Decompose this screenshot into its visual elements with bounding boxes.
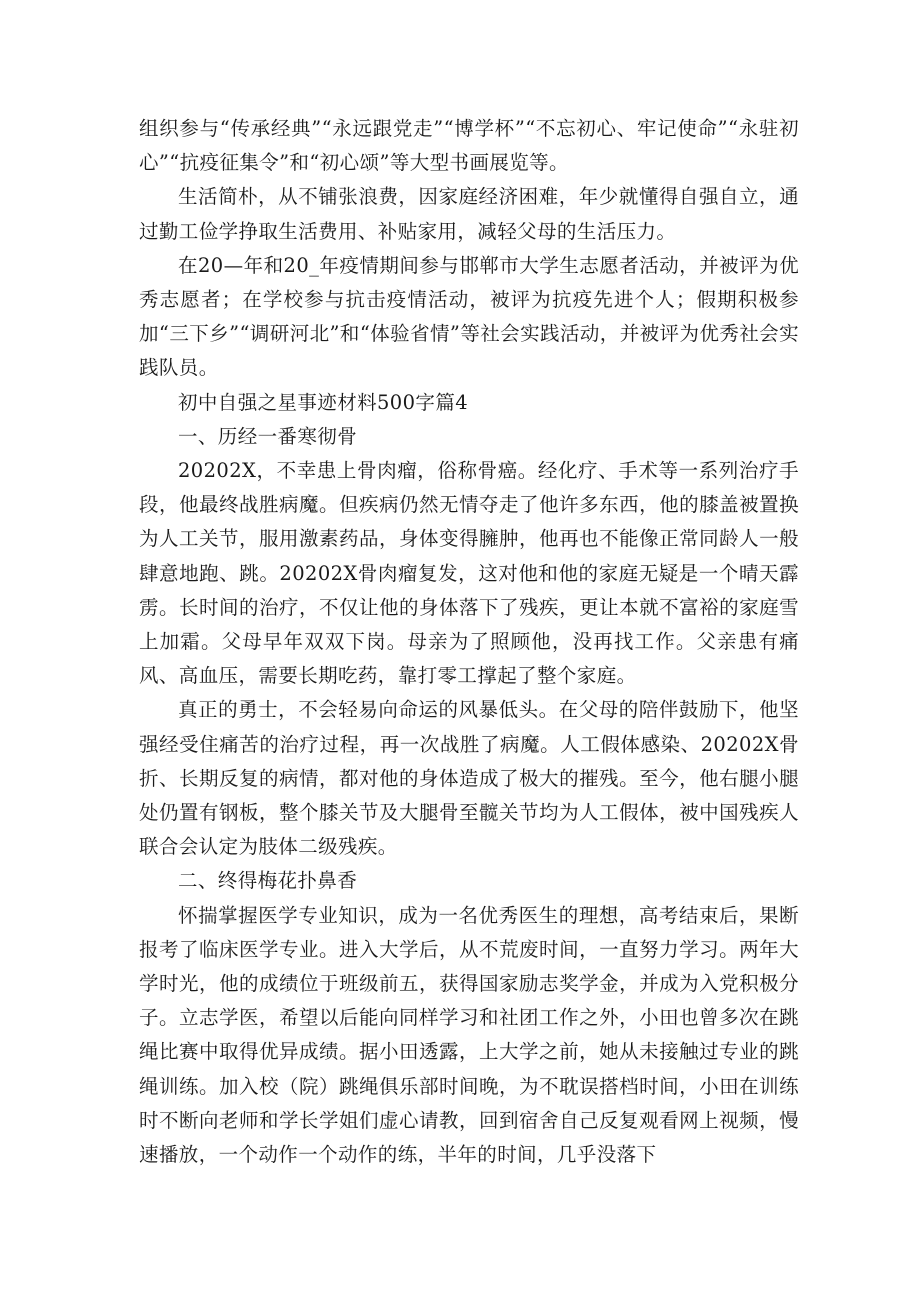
subheading-one: 一、历经一番寒彻骨 [178,424,358,448]
paragraph-medical-study: 怀揣掌握医学专业知识，成为一名优秀医生的理想，高考结束后，果断报考了临床医学专业。进入大学后，从不荒废时间，一直努力学习。两年大学时光，他的成绩位于班级前五，获得国家励志奖学金，并成为入党积极分子。立志学医，希望以后能向同样学习和社团工作之外，小田也曾多次在跳绳比赛中取得优异成绩。据小田透露，上大学之前，她从未接触过专业的跳绳训练。加入校（院）跳绳俱乐部时间晚，为不耽误搭档时间，小田在训练时不断向老师和学长学姐们虚心请教，回到宿舍自己反复观看网上视频，慢速播放，一个动作一个动作的练，半年的时间，几乎没落下 [139,903,799,1167]
paragraph-frugal-life: 生活简朴，从不铺张浪费，因家庭经济困难，年少就懂得自强自立，通过勤工俭学挣取生活费用、补贴家用，减轻父母的生活压力。 [139,185,799,243]
paragraph-volunteer: 在20—年和20_年疫情期间参与邯郸市大学生志愿者活动，并被评为优秀志愿者；在学校参与抗击疫情活动，被评为抗疫先进个人；假期积极参加“三下乡”“调研河北”和“体验省情”等社会实践活动，并被评为优秀社会实践队员。 [139,253,799,380]
document-body [139,112,799,1172]
paragraph-illness: 20202X，不幸患上骨肉瘤，俗称骨癌。经化疗、手术等一系列治疗手段，他最终战胜病魔。但疾病仍然无情夺走了他许多东西，他的膝盖被置换为人工关节，服用激素药品，身体变得臃肿，他再也不能像正常同龄人一般肆意地跑、跳。20202X骨肉瘤复发，这对他和他的家庭无疑是一个晴天霹雳。长时间的治疗，不仅让他的身体落下了残疾，更让本就不富裕的家庭雪上加霜。父母早年双双下岗。母亲为了照顾他，没再找工作。父亲患有痛风、高血压，需要长期吃药，靠打零工撑起了整个家庭。 [139,459,799,688]
subheading-two: 二、终得梅花扑鼻香 [178,869,358,893]
paragraph-exhibitions: 组织参与“传承经典”“永远跟党走”“博学杯”“不忘初心、牢记使命”“永驻初心”“抗疫征集令”和“初心颂”等大型书画展览等。 [139,117,799,175]
paragraph-courage: 真正的勇士，不会轻易向命运的风暴低头。在父母的陪伴鼓励下，他坚强经受住痛苦的治疗过程，再一次战胜了病魔。人工假体感染、20202X骨折、长期反复的病情，都对他的身体造成了极大的摧残。至今，他右腿小腿处仍置有钢板，整个膝关节及大腿骨至髋关节均为人工假体，被中国残疾人联合会认定为肢体二级残疾。 [139,698,799,859]
section-title: 初中自强之星事迹材料500字篇4 [178,390,469,414]
